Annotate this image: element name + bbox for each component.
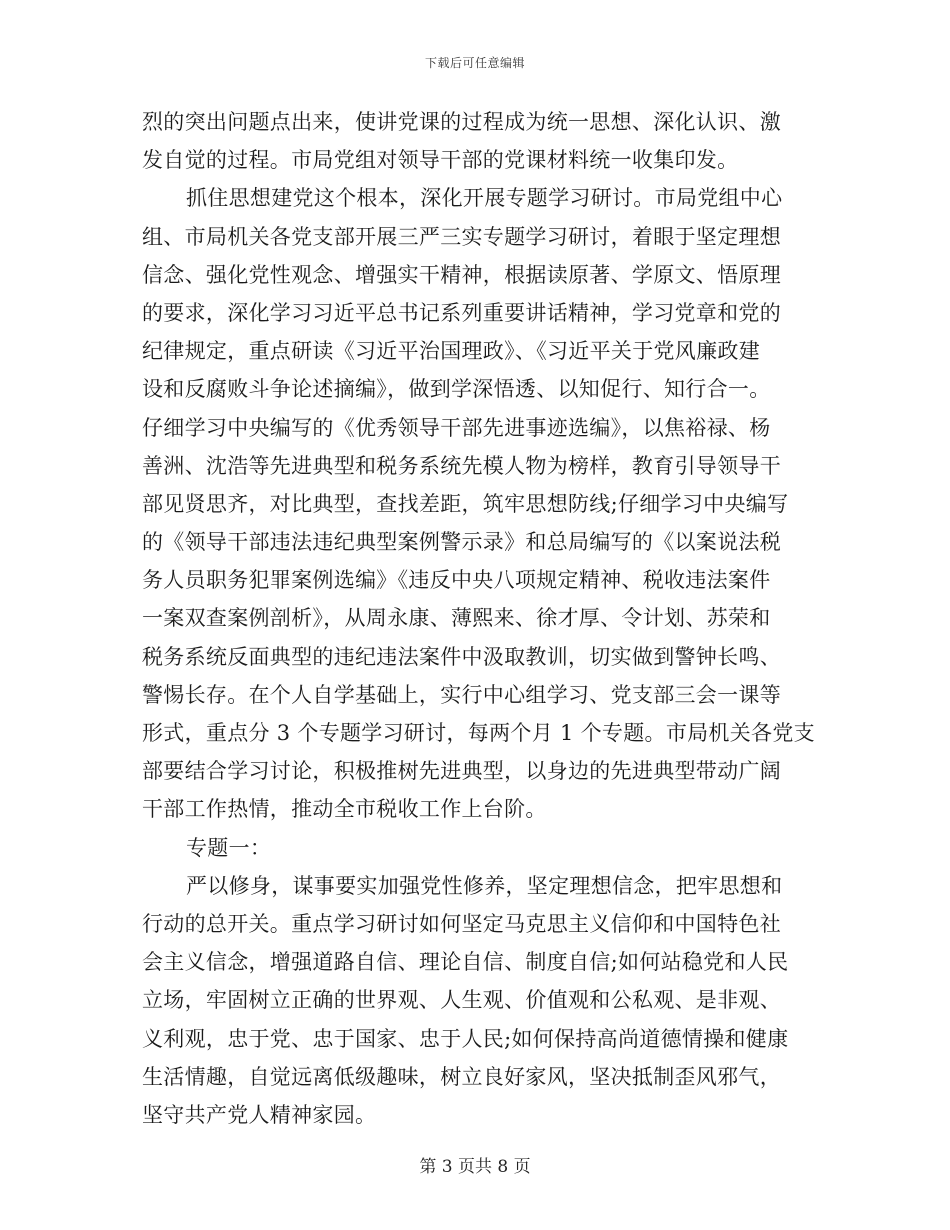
text-line: 纪律规定，重点研读《习近平治国理政》、《习近平关于党风廉政建: [142, 339, 760, 364]
text-line: 的《领导干部违法违纪典型案例警示录》和总局编写的《以案说法税: [142, 530, 781, 555]
text-line: 义利观，忠于党、忠于国家、忠于人民;如何保持高尚道德情操和健康: [142, 1026, 789, 1051]
page-header: 下载后可任意编辑: [424, 56, 525, 70]
body-text: [142, 103, 814, 1134]
text-line: 会主义信念，增强道路自信、理论自信、制度自信;如何站稳党和人民: [142, 950, 789, 975]
text-line: 专题一：: [186, 835, 272, 860]
text-line: 生活情趣，自觉远离低级趣味，树立良好家风，坚决抵制歪风邪气，: [142, 1064, 781, 1089]
text-line: 的要求，深化学习习近平总书记系列重要讲话精神，学习党章和党的: [142, 300, 781, 325]
text-line: 仔细学习中央编写的《优秀领导干部先进事迹选编》，以焦裕禄、杨: [142, 415, 771, 440]
text-line: 坚守共产党人精神家园。: [142, 1102, 377, 1127]
text-line: 信念、强化党性观念、增强实干精神，根据读原著、学原文、悟原理: [142, 262, 781, 287]
text-line: 部要结合学习讨论，积极推树先进典型，以身边的先进典型带动广阔: [142, 759, 781, 784]
text-line: 行动的总开关。重点学习研讨如何坚定马克思主义信仰和中国特色社: [142, 911, 781, 936]
text-line: 税务系统反面典型的违纪违法案件中汲取教训，切实做到警钟长鸣、: [142, 644, 781, 669]
text-line: 烈的突出问题点出来，使讲党课的过程成为统一思想、深化认识、激: [142, 110, 781, 134]
text-line: 立场，牢固树立正确的世界观、人生观、价值观和公私观、是非观、: [142, 988, 781, 1013]
text-line: 善洲、沈浩等先进典型和税务系统先模人物为榜样，教育引导领导干: [142, 453, 781, 478]
text-line: 发自觉的过程。市局党组对领导干部的党课材料统一收集印发。: [142, 148, 739, 173]
text-line: 抓住思想建党这个根本，深化开展专题学习研讨。市局党组中心: [186, 186, 783, 211]
text-line: 警惕长存。在个人自学基础上，实行中心组学习、党支部三会一课等: [142, 682, 781, 707]
text-line: 严以修身，谋事要实加强党性修养，坚定理想信念，把牢思想和: [186, 873, 783, 898]
text-line: 部见贤思齐，对比典型，查找差距，筑牢思想防线;仔细学习中央编写: [142, 491, 789, 516]
text-line: 务人员职务犯罪案例选编》《违反中央八项规定精神、税收违法案件: [142, 568, 771, 593]
text-line: 形式，重点分 3 个专题学习研讨，每两个月 1 个专题。市局机关各党支: [142, 721, 815, 745]
text-line: 设和反腐败斗争论述摘编》，做到学深悟透、以知促行、知行合一。: [142, 377, 771, 402]
text-line: 干部工作热情，推动全市税收工作上台阶。: [142, 797, 547, 822]
page-footer: 第 3 页共 8 页: [419, 1157, 531, 1177]
text-line: 组、市局机关各党支部开展三严三实专题学习研讨，着眼于坚定理想: [142, 224, 781, 249]
text-line: 一案双查案例剖析》，从周永康、薄熙来、徐才厚、令计划、苏荣和: [142, 606, 771, 631]
